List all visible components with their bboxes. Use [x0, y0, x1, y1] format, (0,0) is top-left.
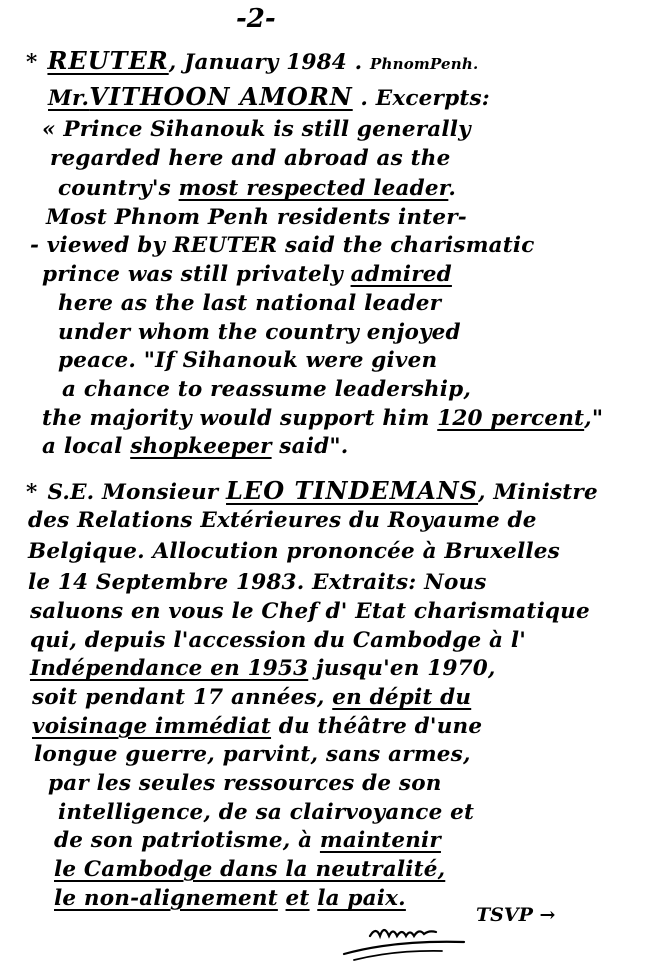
quote-line-10: a chance to reassume leadership,	[62, 377, 472, 402]
tindemans-line-12: intelligence, de sa clairvoyance et	[58, 800, 475, 825]
tindemans-line-15: le non-alignement et la paix.	[54, 886, 406, 911]
quote-line-1: « Prince Sihanouk is still generally	[42, 117, 471, 142]
tindemans-line-13: de son patriotisme, à maintenir	[54, 828, 441, 853]
tindemans-header: * S.E. Monsieur LEO TINDEMANS, Ministre	[26, 476, 598, 505]
reuter-place: PhnomPenh.	[370, 55, 479, 73]
tindemans-line-4: le 14 Septembre 1983. Extraits: Nous	[28, 570, 487, 595]
author-prefix: Mr.	[48, 86, 90, 111]
non-alignement-phrase: le non-alignement	[54, 886, 278, 911]
most-respected-leader: most respected leader	[178, 176, 449, 201]
quote-line-3: country's most respected leader.	[58, 176, 457, 201]
tindemans-line-2: des Relations Extérieures du Royaume de	[28, 508, 537, 533]
admired-word: admired	[350, 262, 452, 287]
quote-line-11: the majority would support him 120 percent,"	[42, 406, 604, 431]
tindemans-name: LEO TINDEMANS	[226, 476, 479, 505]
page-number: -2-	[236, 4, 276, 34]
bullet-2: *	[26, 480, 38, 505]
independence-phrase: Indépendance en 1953	[30, 656, 309, 681]
reuter-date: , January 1984 .	[168, 50, 363, 75]
quote-line-9: peace. "If Sihanouk were given	[58, 348, 438, 373]
quote-line-8: under whom the country enjoyed	[58, 320, 461, 345]
reuter-source: REUTER	[47, 46, 169, 75]
quote-line-5: - viewed by REUTER said the charismatic	[30, 233, 535, 258]
voisinage-immediat: voisinage immédiat	[32, 714, 272, 739]
author-name: VITHOON AMORN	[89, 82, 353, 111]
la-paix-phrase: la paix.	[317, 886, 406, 911]
tindemans-line-6: qui, depuis l'accession du Cambodge à l'	[30, 628, 527, 653]
quote-line-2: regarded here and abroad as the	[50, 146, 451, 171]
tindemans-line-5: saluons en vous le Chef d' Etat charismatique	[30, 599, 590, 624]
maintenir-word: maintenir	[319, 828, 441, 853]
bullet-1: *	[26, 50, 38, 75]
tindemans-line-7: Indépendance en 1953 jusqu'en 1970,	[30, 656, 496, 681]
quote-line-4: Most Phnom Penh residents inter-	[46, 205, 467, 230]
tindemans-line-9: voisinage immédiat du théâtre d'une	[32, 714, 483, 739]
tindemans-line-10: longue guerre, parvint, sans armes,	[34, 742, 471, 767]
tindemans-line-11: par les seules ressources de son	[48, 771, 442, 796]
percent-figure: 120 percent	[437, 406, 585, 431]
reuter-header	[26, 46, 478, 75]
neutralite-phrase: le Cambodge dans la neutralité,	[54, 857, 446, 882]
tindemans-line-14	[54, 857, 445, 882]
en-depit-du: en dépit du	[332, 685, 472, 710]
continue-note: TSVP →	[476, 904, 556, 926]
shopkeeper-word: shopkeeper	[130, 434, 272, 459]
quote-line-7: here as the last national leader	[58, 291, 442, 316]
tindemans-line-3: Belgique. Allocution prononcée à Bruxelles	[28, 539, 560, 564]
quote-line-6: prince was still privately admired	[42, 262, 452, 287]
excerpts-label: . Excerpts:	[360, 86, 490, 111]
tindemans-line-8: soit pendant 17 années, en dépit du	[32, 685, 472, 710]
signature-mark	[336, 906, 486, 966]
quote-line-12: a local shopkeeper said".	[42, 434, 349, 459]
reuter-author-line	[48, 82, 490, 111]
